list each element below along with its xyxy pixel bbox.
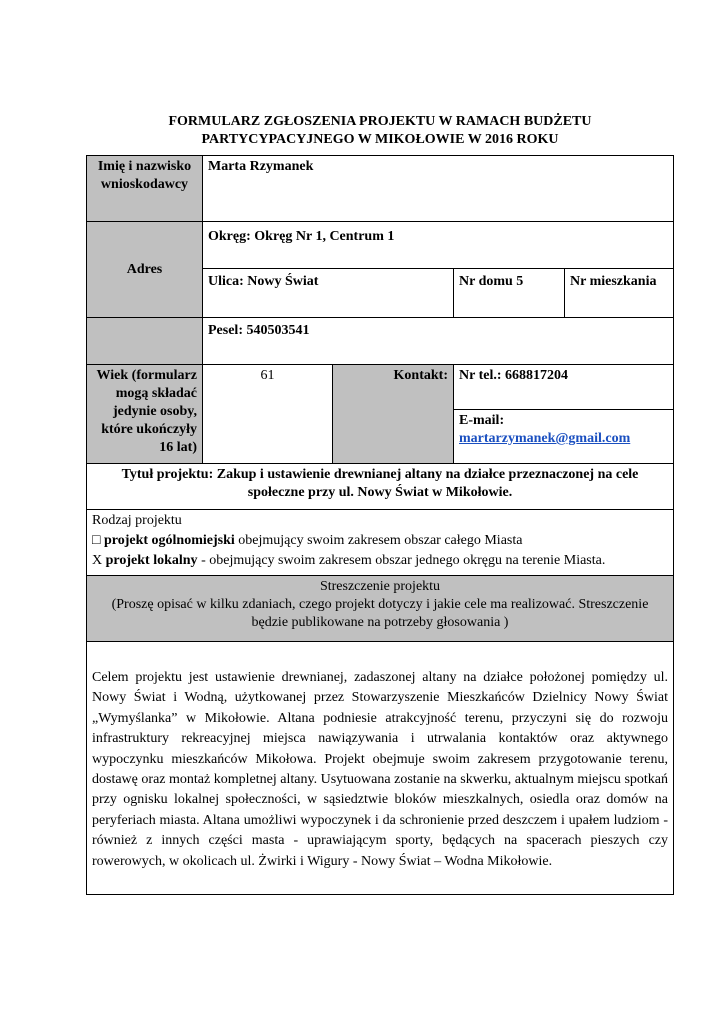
summary-text-cell [87,642,674,895]
form-title-line-2: PARTYCYPACYJNEGO W MIKOŁOWIE W 2016 ROKU [201,132,559,147]
street-value: Ulica: Nowy Świat [208,274,319,289]
district-value: Okręg: Okręg Nr 1, Centrum 1 [208,229,395,244]
checkbox-empty-icon[interactable]: □ [92,533,101,548]
email-cell [454,410,674,464]
name-label: Imię i nazwisko wnioskodawcy [97,159,192,192]
summary-note: (Proszę opisać w kilku zdaniach, czego projekt dotyczy i jakie cele ma realizować. Streszczenie będzie publikowane na potrzeby głosowania ) [111,597,649,630]
address-label: Adres [126,261,163,277]
apartment-number-label: Nr mieszkania [570,274,657,289]
project-title: Tytuł projektu: Zakup i ustawienie drewnianej altany na działce przeznaczonej na cele społeczne przy ul. Nowy Świat w Mikołowie. [121,467,639,500]
form-title-line-1: FORMULARZ ZGŁOSZENIA PROJEKTU W RAMACH BUDŻETU [168,114,592,129]
project-type-cell [87,510,674,576]
summary-heading: Streszczenie projektu [319,579,441,594]
project-type-heading: Rodzaj projektu [92,513,182,528]
age-value-cell [203,365,333,464]
contact-label-cell [333,365,454,464]
name-label-cell [87,156,203,222]
summary-text: Celem projektu jest ustawienie drewnianej, zadaszonej altany na działce położonej pomiędzy ul. Nowy Świat i Wodną, użytkowanej przez Stowarzyszenie Mieszkańców Dzielnicy Nowy Świat „Wymyślanka” w Mikołowie. Altana podniesie atrakcyjność terenu, przyczyni się do rozwoju infrastruktury rekreacyjnej miejsca nawiązywania i utrwalania kontaktów oraz aktywnego wypoczynku mieszkańców Mikołowa. Projekt obejmuje swoim zakresem przygotowanie terenu, dostawę oraz montaż kompletnej altany. Usytuowana zostanie na skwerku, aktualnym miejscu spotkań przy ognisku lokalnej społeczności, w sąsiedztwie bloków mieszkalnych, osiedla oraz domów na peryferiach miasta. Altana umożliwi wypoczynek i da schronienie przed deszczem i upałem ludziom - również z innych części masta - uprawiającym sporty, będących na spacerach pieszych czy rowerowych, w okolicach ul. Żwirki i Wigury - Nowy Świat – Wodna Mikołowie. [92,670,668,869]
address-label-cell [87,222,203,318]
summary-heading-cell [87,576,674,642]
option-local-desc: - obejmujący swoim zakresem obszar jednego okręgu na terenie Miasta. [197,553,606,568]
house-number-cell [454,269,565,318]
pesel-value: Pesel: 540503541 [208,323,310,338]
project-type-option-local[interactable] [92,551,668,571]
age-label-cell [87,365,203,464]
contact-label: Kontakt: [393,368,448,383]
pesel-label-cell [87,318,203,365]
district-cell [203,222,674,269]
option-local-label: projekt lokalny [105,553,198,568]
project-title-cell [87,464,674,510]
name-value-cell [203,156,674,222]
apartment-number-cell [565,269,674,318]
phone-value: Nr tel.: 668817204 [459,368,568,383]
street-cell [203,269,454,318]
project-type-option-city[interactable] [92,531,668,551]
email-link[interactable]: martarzymanek@gmail.com [459,431,631,446]
name-value: Marta Rzymanek [208,159,314,174]
email-label: E-mail: [459,413,505,428]
house-number-value: Nr domu 5 [459,274,524,289]
form-title [86,113,674,149]
application-form-table [86,155,674,895]
option-city-desc: obejmujący swoim zakresem obszar całego Miasta [234,533,523,548]
age-value: 61 [260,368,275,383]
age-label: Wiek (formularz mogą składać jedynie osoby, które ukończyły 16 lat) [96,368,197,455]
option-city-label: projekt ogólnomiejski [103,533,235,548]
checkbox-checked-icon[interactable]: X [92,553,103,568]
phone-cell [454,365,674,410]
pesel-cell [203,318,674,365]
